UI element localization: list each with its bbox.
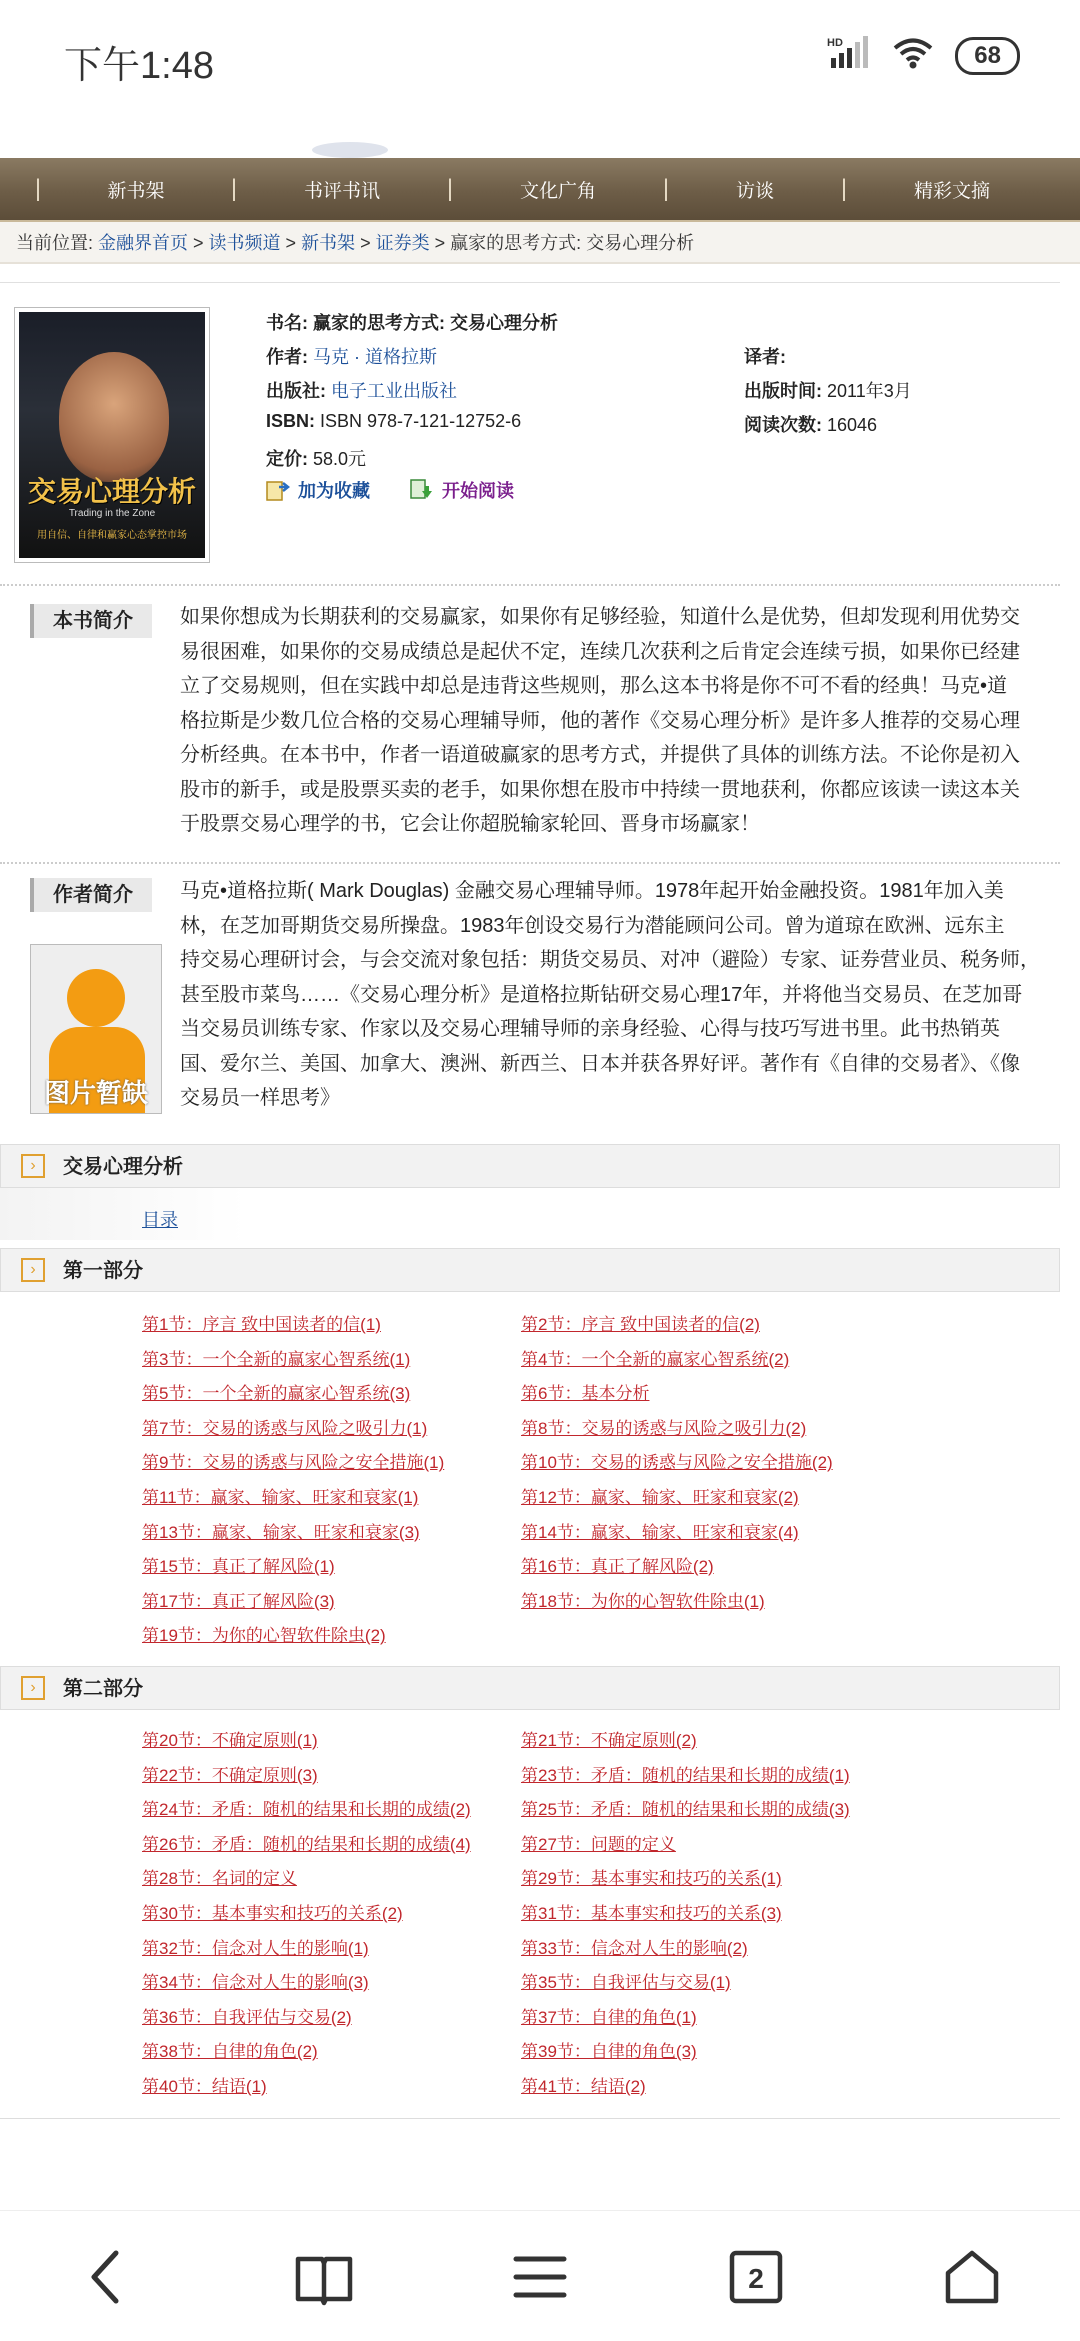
chapter-link[interactable]: 第18节：为你的心智软件除虫(1) <box>521 1591 765 1611</box>
price-row <box>266 445 366 471</box>
author-line: 甚至股市菜鸟……《交易心理分析》是道格拉斯钻研交易心理17年，并将他当交易员、在芝加哥 <box>180 983 1023 1006</box>
chapter-link[interactable]: 第7节：交易的诱惑与风险之吸引力(1) <box>142 1418 428 1438</box>
decor-clouds-icon <box>0 110 1080 158</box>
pubdate-row <box>744 377 912 403</box>
menu-button[interactable] <box>510 2247 570 2307</box>
status-bar <box>0 0 1080 110</box>
start-reading-label: 开始阅读 <box>442 481 514 501</box>
chapter-link[interactable]: 第20节：不确定原则(1) <box>142 1731 318 1750</box>
nav-item-new-shelf[interactable]: 新书架 <box>107 180 165 202</box>
breadcrumb-link-home[interactable]: 金融界首页 <box>98 233 189 253</box>
author-photo-placeholder <box>30 944 162 1114</box>
cover-portrait <box>59 352 169 482</box>
chapter-link[interactable]: 第25节：矛盾：随机的结果和长期的成绩(3) <box>521 1800 850 1820</box>
author-intro-text <box>180 874 1060 1116</box>
home-button[interactable] <box>942 2247 1002 2307</box>
breadcrumb-link-securities[interactable]: 证券类 <box>375 233 430 253</box>
chapter-link[interactable]: 第4节：一个全新的赢家心智系统(2) <box>521 1349 790 1369</box>
chapter-link[interactable]: 第14节：赢家、输家、旺家和衰家(4) <box>521 1522 799 1542</box>
chapter-link[interactable]: 第40节：结语(1) <box>142 2077 267 2096</box>
add-favorite-label: 加为收藏 <box>298 481 370 501</box>
menu-icon <box>510 2247 570 2307</box>
price-value: 58.0元 <box>313 449 367 469</box>
book-name-row <box>266 309 558 335</box>
avatar-head-icon <box>67 969 125 1027</box>
nav-item-culture[interactable]: 文化广角 <box>519 180 596 202</box>
translator-row <box>744 343 786 369</box>
start-reading-button[interactable] <box>410 477 514 503</box>
book-intro-section <box>0 584 1060 862</box>
chapter-link[interactable]: 第11节：赢家、输家、旺家和衰家(1) <box>142 1488 419 1507</box>
chapter-link[interactable]: 第26节：矛盾：随机的结果和长期的成绩(4) <box>142 1834 471 1854</box>
author-link[interactable]: 马克 · 道格拉斯 <box>313 347 438 367</box>
author-line: 林，在芝加哥期货交易所操盘。1983年创设交易行为潜能顾问公司。曾为道琼在欧洲、远东主 <box>180 914 1005 937</box>
nav-item-excerpts[interactable]: 精彩文摘 <box>913 180 990 202</box>
chapter-link[interactable]: 第8节：交易的诱惑与风险之吸引力(2) <box>521 1418 807 1438</box>
author-line: 当交易员训练专家、作家以及交易心理辅导师的亲身经验、心得与技巧写进书里。此书热销英 <box>180 1018 1000 1040</box>
nav-item-interviews[interactable]: 访谈 <box>735 180 774 202</box>
divider <box>0 2118 1060 2119</box>
chapter-link[interactable]: 第38节：自律的角色(2) <box>142 2042 318 2062</box>
intro-line: 股市的新手，或是股票买卖的老手，如果你想在股市中持续一贯地获利，你都应该读一读这本关 <box>180 778 1020 801</box>
chapter-link[interactable]: 第15节：真正了解风险(1) <box>142 1557 335 1577</box>
chapter-link[interactable]: 第5节：一个全新的赢家心智系统(3) <box>142 1384 411 1404</box>
chapter-link[interactable]: 第32节：信念对人生的影响(1) <box>142 1938 369 1958</box>
tabs-button[interactable] <box>726 2247 786 2307</box>
cover-image <box>19 312 205 558</box>
toc-book-title: 交易心理分析 <box>63 1156 183 1178</box>
book-name-label: 书名: <box>266 313 308 333</box>
chapter-link[interactable]: 第1节：序言 致中国读者的信(1) <box>142 1315 381 1334</box>
chapter-link[interactable]: 第31节：基本事实和技巧的关系(3) <box>521 1904 782 1923</box>
chapter-link[interactable]: 第37节：自律的角色(1) <box>521 2007 697 2027</box>
author-line: 马克•道格拉斯( Mark Douglas) 金融交易心理辅导师。1978年起开始金融投资。1981年加入美 <box>180 880 1004 902</box>
nav-item-reviews[interactable]: 书评书讯 <box>303 180 380 202</box>
shade <box>0 1188 246 1240</box>
bookmark-add-icon <box>266 478 290 502</box>
nav-divider: | <box>446 175 454 202</box>
chapter-link[interactable]: 第2节：序言 致中国读者的信(2) <box>521 1315 760 1334</box>
chapter-link[interactable]: 第34节：信念对人生的影响(3) <box>142 1973 369 1993</box>
book-intro-label: 本书简介 <box>30 604 152 638</box>
reads-label: 阅读次数: <box>744 415 822 435</box>
channel-nav <box>0 158 1080 222</box>
chapter-link[interactable]: 第29节：基本事实和技巧的关系(1) <box>521 1869 782 1889</box>
part1-title: 第一部分 <box>63 1260 143 1282</box>
intro-line: 立了交易规则，但在实践中却总是违背这些规则，那么这本书将是你不可不看的经典！马克•道 <box>180 675 1008 697</box>
chapter-link[interactable]: 第28节：名词的定义 <box>142 1869 297 1889</box>
battery-icon: 68 <box>955 37 1020 75</box>
chapter-link[interactable]: 第6节：基本分析 <box>521 1384 650 1404</box>
isbn-label: ISBN: <box>266 411 315 431</box>
author-line: 交易员一样思考》 <box>180 1087 340 1109</box>
chapter-link[interactable]: 第19节：为你的心智软件除虫(2) <box>142 1626 386 1646</box>
nav-divider: | <box>34 175 42 202</box>
toc-catalog-link[interactable]: 目录 <box>142 1210 178 1230</box>
chapter-link[interactable]: 第9节：交易的诱惑与风险之安全措施(1) <box>142 1453 445 1473</box>
chapter-link[interactable]: 第24节：矛盾：随机的结果和长期的成绩(2) <box>142 1800 471 1820</box>
cover-title: 交易心理分析 <box>27 476 196 507</box>
network-label: HD <box>827 37 844 49</box>
author-line: 国、爱尔兰、美国、加拿大、澳洲、新西兰、日本并获各界好评。著作有《自律的交易者》、《像 <box>180 1052 1020 1075</box>
breadcrumb: 当前位置: 金融界首页 > 读书频道 > 新书架 > 证券类 > 赢家的思考方式: 交易心理分析 <box>0 222 1080 264</box>
status-time: 下午1:48 <box>64 45 214 87</box>
pubdate-value: 2011年3月 <box>827 381 912 401</box>
cover-subtitle: Trading in the Zone <box>68 508 156 519</box>
book-icon <box>294 2247 354 2307</box>
wifi-icon <box>893 37 933 74</box>
breadcrumb-current: 赢家的思考方式: 交易心理分析 <box>450 233 695 253</box>
breadcrumb-link-books[interactable]: 读书频道 <box>208 233 281 253</box>
price-label: 定价: <box>266 449 308 469</box>
nav-divider: | <box>230 175 238 202</box>
isbn-row <box>266 411 521 432</box>
reads-row <box>744 411 877 437</box>
publisher-label: 出版社: <box>266 381 326 401</box>
chapter-link[interactable]: 第36节：自我评估与交易(2) <box>142 2007 352 2027</box>
chapter-link[interactable]: 第30节：基本事实和技巧的关系(2) <box>142 1904 403 1923</box>
part1-bar[interactable] <box>0 1248 1060 1292</box>
chapter-link[interactable]: 第39节：自律的角色(3) <box>521 2042 697 2062</box>
add-favorite-button[interactable] <box>266 477 370 503</box>
isbn-value: ISBN 978-7-121-12752-6 <box>320 411 522 431</box>
signal-icon <box>827 36 871 75</box>
back-button[interactable] <box>78 2247 138 2307</box>
bookmarks-button[interactable] <box>294 2247 354 2307</box>
book-info <box>0 282 1060 583</box>
cover-tagline: 用自信、自律和赢家心态掌控市场 <box>37 530 187 541</box>
breadcrumb-prefix: 当前位置: <box>16 233 94 253</box>
chevron-right-icon: › <box>21 1258 45 1282</box>
chapter-link[interactable]: 第12节：赢家、输家、旺家和衰家(2) <box>521 1488 799 1507</box>
chapter-link[interactable]: 第10节：交易的诱惑与风险之安全措施(2) <box>521 1453 833 1473</box>
publisher-link[interactable]: 电子工业出版社 <box>331 381 458 401</box>
publisher-row <box>266 377 457 403</box>
intro-line: 如果你想成为长期获利的交易赢家，如果你有足够经验，知道什么是优势，但却发现利用优势交 <box>180 606 1020 628</box>
avatar-placeholder-text: 图片暂缺 <box>43 1078 148 1108</box>
nav-divider: | <box>662 175 670 202</box>
book-name: 赢家的思考方式: 交易心理分析 <box>313 313 559 333</box>
chevron-right-icon: › <box>21 1676 45 1700</box>
part2-title: 第二部分 <box>63 1678 143 1700</box>
intro-line: 于股票交易心理学的书，它会让你超脱输家轮回、晋身市场赢家！ <box>180 813 760 835</box>
pubdate-label: 出版时间: <box>744 381 822 401</box>
author-line: 持交易心理研讨会，与会交流对象包括：期货交易员、对冲（避险）专家、证券营业员、税务师， <box>180 949 1040 971</box>
chapter-link[interactable]: 第23节：矛盾：随机的结果和长期的成绩(1) <box>521 1765 850 1785</box>
tabs-count: 2 <box>748 2263 764 2294</box>
part2-chapter-list <box>0 1710 1060 2120</box>
intro-line: 格拉斯是少数几位合格的交易心理辅导师，他的著作《交易心理分析》是许多人推荐的交易心理 <box>180 709 1020 732</box>
book-cover[interactable] <box>14 307 210 563</box>
author-intro-section <box>0 862 1060 1142</box>
chapter-link[interactable]: 第13节：赢家、输家、旺家和衰家(3) <box>142 1522 420 1542</box>
author-row <box>266 343 437 369</box>
intro-line: 分析经典。在本书中，作者一语道破赢家的思考方式，并提供了具体的训练方法。不论你是初入 <box>180 744 1020 766</box>
reads-value: 16046 <box>827 415 878 435</box>
toc-book-bar[interactable] <box>0 1144 1060 1188</box>
browser-bottom-nav <box>0 2210 1080 2341</box>
author-intro-label: 作者简介 <box>30 878 152 912</box>
chapter-link[interactable]: 第3节：一个全新的赢家心智系统(1) <box>142 1349 411 1369</box>
part1-chapter-list <box>0 1292 1060 1664</box>
chapter-link[interactable]: 第41节：结语(2) <box>521 2077 646 2096</box>
header-band <box>0 110 1080 158</box>
chapter-link[interactable]: 第16节：真正了解风险(2) <box>521 1557 714 1577</box>
status-icons <box>827 36 1020 75</box>
back-arrow-icon <box>78 2247 138 2307</box>
book-intro-text <box>180 600 1060 842</box>
chapter-link[interactable]: 第17节：真正了解风险(3) <box>142 1591 335 1611</box>
chapter-link[interactable]: 第21节：不确定原则(2) <box>521 1731 697 1750</box>
chapter-link[interactable]: 第22节：不确定原则(3) <box>142 1765 318 1785</box>
home-icon <box>942 2247 1002 2307</box>
chapter-link[interactable]: 第27节：问题的定义 <box>521 1834 676 1854</box>
start-reading-icon <box>410 478 434 502</box>
author-label: 作者: <box>266 347 308 367</box>
translator-label: 译者: <box>744 347 786 367</box>
chapter-link[interactable]: 第33节：信念对人生的影响(2) <box>521 1938 748 1958</box>
tabs-icon <box>726 2247 786 2307</box>
part2-bar[interactable] <box>0 1666 1060 1710</box>
nav-divider: | <box>840 175 848 202</box>
chapter-link[interactable]: 第35节：自我评估与交易(1) <box>521 1973 731 1993</box>
intro-line: 易很困难，如果你的交易成绩总是起伏不定，连续几次获利之后肯定会连续亏损，如果你已经建 <box>180 640 1020 663</box>
chevron-right-icon: › <box>21 1154 45 1178</box>
breadcrumb-link-new-shelf[interactable]: 新书架 <box>301 233 356 253</box>
